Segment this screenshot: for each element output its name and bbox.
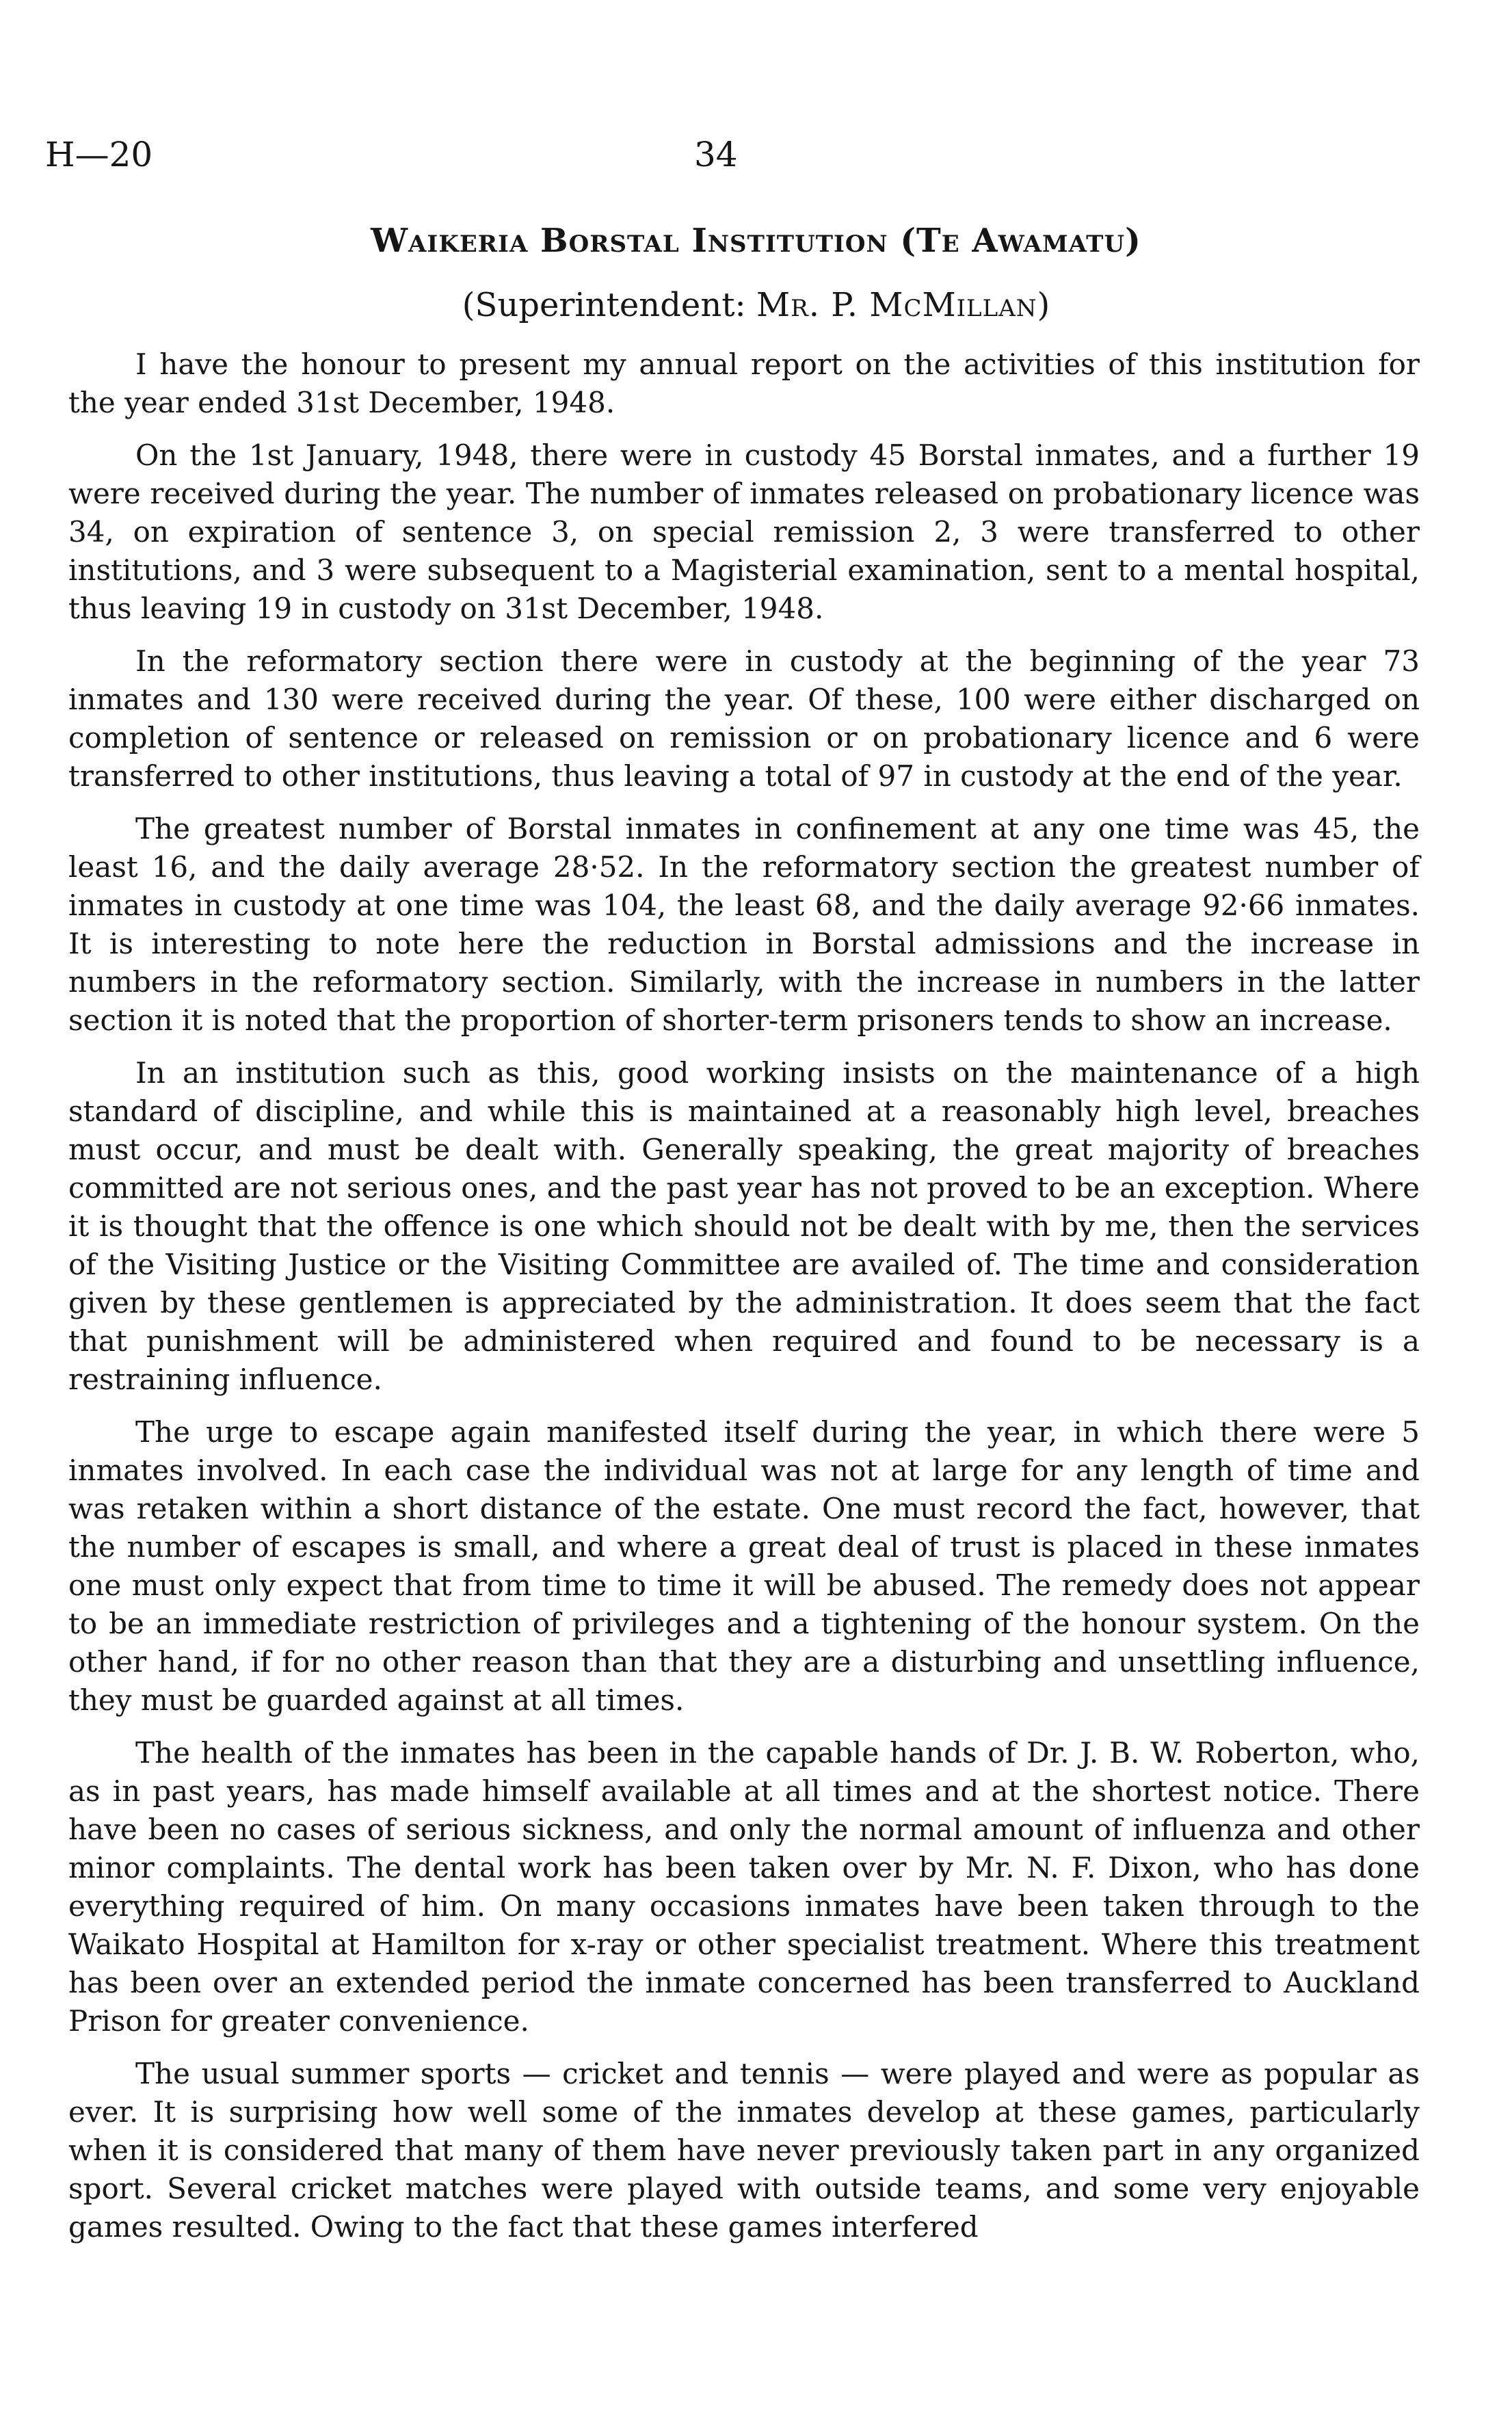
paragraph-reformatory-custody: In the reformatory section there were in custody at the beginning of the year 73 inmates and 130 were received during the year. Of these, 100 were either discharged on completion of sentence or released on remission or on probationary licence and 6 were transferred to other institutions, thus leaving a total of 97 in custody at the end of the year. <box>68 644 1420 793</box>
document-reference: H—20 <box>45 135 153 174</box>
paragraph-discipline: In an institution such as this, good working insists on the maintenance of a high standard of discipline, and while this is maintained at a reasonably high level, breaches must occur, and must be dealt with. Generally speaking, the great majority of breaches committed are not serious ones, and the past year has not proved to be an exception. Where it is thought that the offence is one which should not be dealt with by me, then the services of the Visiting Justice or the Visiting Committee are availed of. The time and consideration given by these gentlemen is appreciated by the administration. It does seem that the fact that punishment will be administered when required and found to be necessary is a restraining influence. <box>68 1056 1420 1396</box>
report-subtitle <box>68 285 1444 326</box>
paragraph-intro: I have the honour to present my annual report on the activities of this institution for the year ended 31st December, 1948. <box>68 347 1420 419</box>
subtitle-prefix: (Superintendent: <box>462 286 746 324</box>
paragraph-borstal-custody: On the 1st January, 1948, there were in custody 45 Borstal inmates, and a further 19 were received during the year. The number of inmates released on probationary licence was 34, on expiration of sentence 3, on special remission 2, 3 were transferred to other institutions, and 3 were subsequent to a Magisterial examination, sent to a mental hospital, thus leaving 19 in custody on 31st December, 1948. <box>68 438 1420 625</box>
report-body <box>68 345 1420 2261</box>
paragraph-health: The health of the inmates has been in the capable hands of Dr. J. B. W. Roberton, who, as in past years, has made himself available at all times and at the shortest notice. There have been no cases of serious sickness, and only the normal amount of influenza and other minor complaints. The dental work has been taken over by Mr. N. F. Dixon, who has done everything required of him. On many occasions inmates have been taken through to the Waikato Hospital at Hamilton for x-ray or other specialist treatment. Where this treatment has been over an extended period the inmate concerned has been transferred to Auckland Prison for greater convenience. <box>68 1736 1420 2038</box>
paragraph-escapes: The urge to escape again manifested itself during the year, in which there were 5 inmates involved. In each case the individual was not at large for any length of time and was retaken within a short distance of the estate. One must record the fact, however, that the number of escapes is small, and where a great deal of trust is placed in these inmates one must only expect that from time to time it will be abused. The remedy does not appear to be an immediate restriction of privileges and a tightening of the honour system. On the other hand, if for no other reason than that they are a disturbing and unsettling influence, they must be guarded against at all times. <box>68 1415 1420 1717</box>
page-number: 34 <box>694 135 738 174</box>
subtitle-suffix: ) <box>1037 286 1050 324</box>
superintendent-name: Mr. P. McMillan <box>756 286 1037 324</box>
report-title: Waikeria Borstal Institution (Te Awamatu) <box>371 222 1141 260</box>
paragraph-inmate-numbers: The greatest number of Borstal inmates in confinement at any one time was 45, the least 16, and the daily average 28·52. In the reformatory section the greatest number of inmates in custody at one time was 104, the least 68, and the daily average 92·66 inmates. It is interesting to note here the reduction in Borstal admissions and the increase in numbers in the reformatory section. Similarly, with the increase in numbers in the latter section it is noted that the proportion of shorter-term prisoners tends to show an increase. <box>68 812 1420 1037</box>
paragraph-sports: The usual summer sports — cricket and tennis — were played and were as popular as ever. It is surprising how well some of the inmates develop at these games, particularly when it is considered that many of them have never previously taken part in any organized sport. Several cricket matches were played with outside teams, and some very enjoyable games resulted. Owing to the fact that these games interfered <box>68 2057 1420 2244</box>
